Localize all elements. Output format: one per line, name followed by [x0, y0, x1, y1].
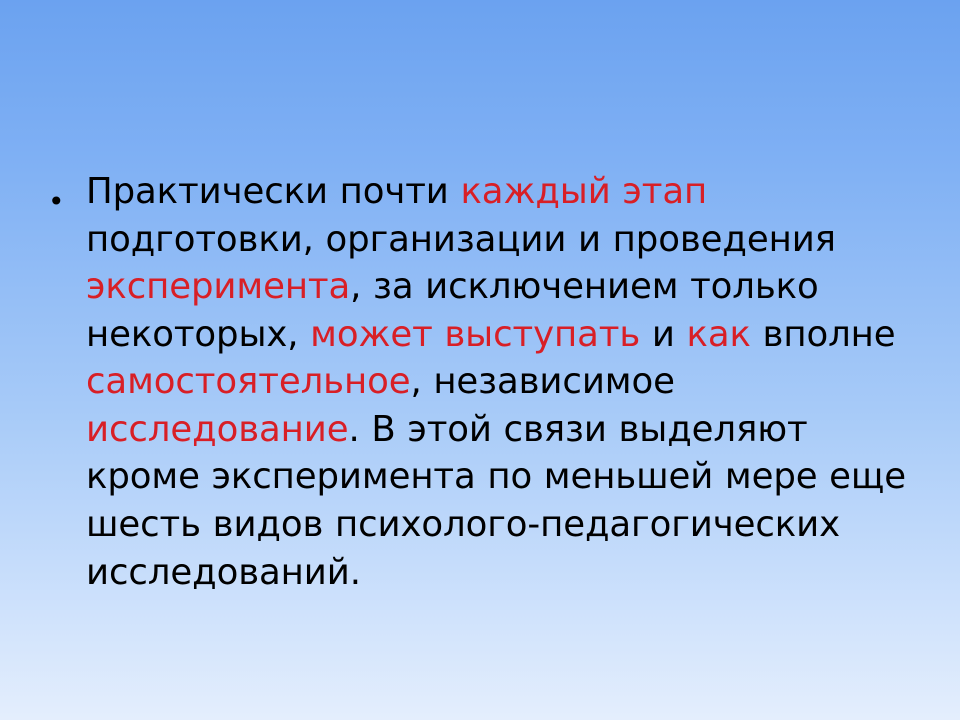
highlighted-phrase: может выступать [310, 313, 641, 355]
plain-phrase: Практически почти [86, 171, 461, 212]
plain-phrase: . В этой связи выделяют кроме эксперимента по меньшей мере еще шесть видов психолого-педагогических исследований. [86, 408, 907, 593]
highlighted-phrase: каждый этап [460, 171, 708, 212]
plain-phrase: подготовки, организации и проведения [86, 218, 836, 260]
highlighted-phrase: эксперимента [86, 266, 351, 308]
bullet-list-item [48, 168, 912, 596]
plain-phrase: , независимое [410, 361, 675, 403]
plain-phrase: и [640, 313, 687, 355]
bullet-paragraph-text [86, 168, 912, 596]
content-placeholder [48, 168, 912, 596]
highlighted-phrase: как [686, 313, 751, 355]
bullet-marker-icon: • [48, 185, 65, 218]
highlighted-phrase: исследование [86, 408, 349, 450]
plain-phrase: вполне [750, 313, 896, 355]
plain-phrase: , за исключением только некоторых, [86, 266, 819, 355]
highlighted-phrase: самостоятельное [86, 361, 411, 403]
